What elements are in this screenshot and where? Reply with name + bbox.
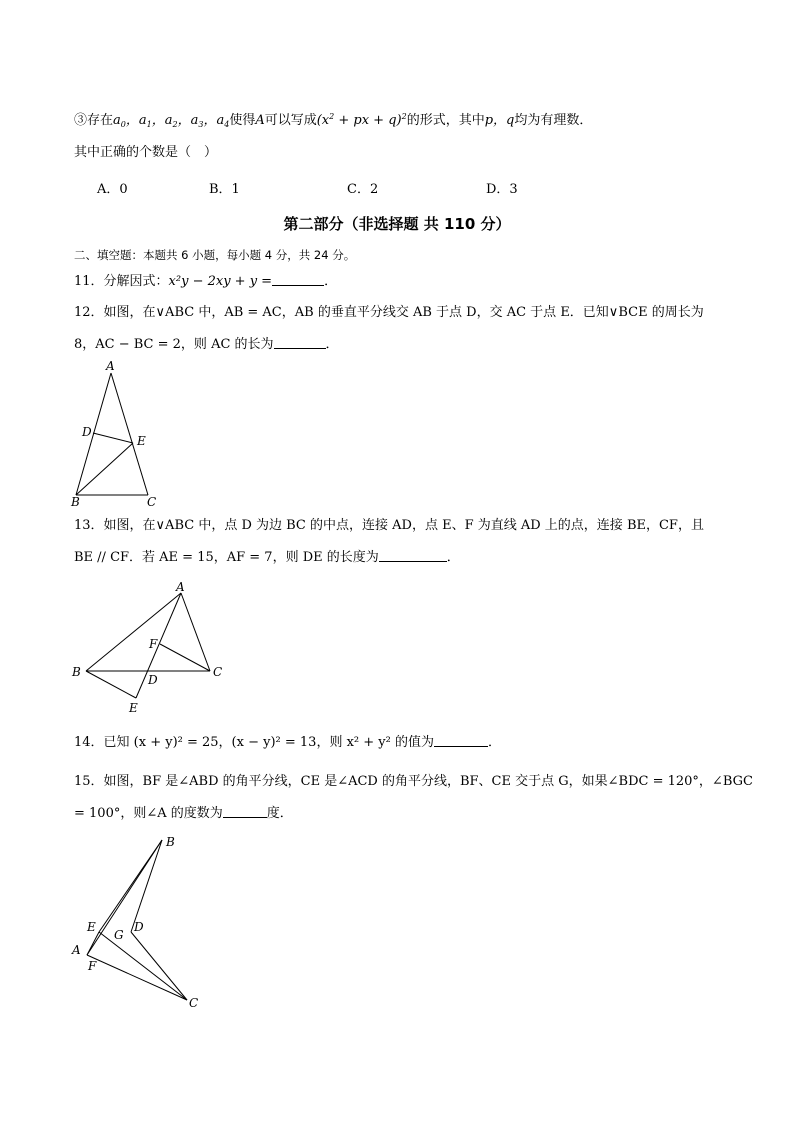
question-11: 11．分解因式：x²y − 2xy + y = ． [74,274,338,289]
question-14: 14．已知 (x + y)² = 25，(x − y)² = 13，则 x² + y² 的值为 ． [74,735,501,750]
question-prompt: 其中正确的个数是（ ） [74,145,218,160]
label-a: A [176,580,185,594]
label-d: D [148,673,158,687]
option-b: B．1 [209,182,240,197]
question-13-line2: BE // CF．若 AE = 15，AF = 7，则 DE 的长度为 ． [74,550,460,565]
label-d: D [134,920,144,934]
label-f: F [149,637,158,651]
option-d: D．3 [486,182,518,197]
label-b: B [72,665,81,679]
label-g: G [114,928,124,942]
option-c: C．2 [347,182,379,197]
label-b: B [71,495,80,509]
question-12-line1: 12．如图，在∨ABC 中，AB = AC，AB 的垂直平分线交 AB 于点 D，交 AC 于点 E．已知∨BCE 的周长为 [74,305,704,320]
section-title: 二、填空题：本题共 6 小题，每小题 4 分，共 24 分。 [74,248,356,262]
question-12-line2: 8，AC − BC = 2，则 AC 的长为 ． [74,337,339,352]
question-13-line1: 13．如图，在∨ABC 中，点 D 为边 BC 的中点，连接 AD，点 E、F 为直线 AD 上的点，连接 BE，CF，且 [74,518,704,533]
label-d: D [82,425,92,439]
label-b: B [166,835,175,849]
option-a: A．0 [97,182,128,197]
question-15-line2: = 100°，则∠A 的度数为 度． [74,806,293,821]
label-e: E [87,920,96,934]
part-heading: 第二部分（非选择题 共 110 分） [283,215,511,233]
label-c: C [213,665,223,679]
label-e: E [137,434,146,448]
label-a: A [106,359,115,373]
expr-square: ($x^2$ + px + q)$^2$ [316,112,407,128]
statement-3: ③存在$a_0$，$a_1$，$a_2$，$a_3$，$a_4$使得A可以写成($x^2$ + px + q)$^2$的形式，其中p，q均为有理数． [74,112,593,129]
label-c: C [147,495,157,509]
label-e: E [129,701,138,715]
label-f: F [88,959,97,973]
label-a: A [72,943,81,957]
label-c: C [189,996,199,1010]
question-15-line1: 15．如图，BF 是∠ABD 的角平分线，CE 是∠ACD 的角平分线，BF、CE 交于点 G，如果∠BDC = 120°，∠BGC [74,774,753,789]
